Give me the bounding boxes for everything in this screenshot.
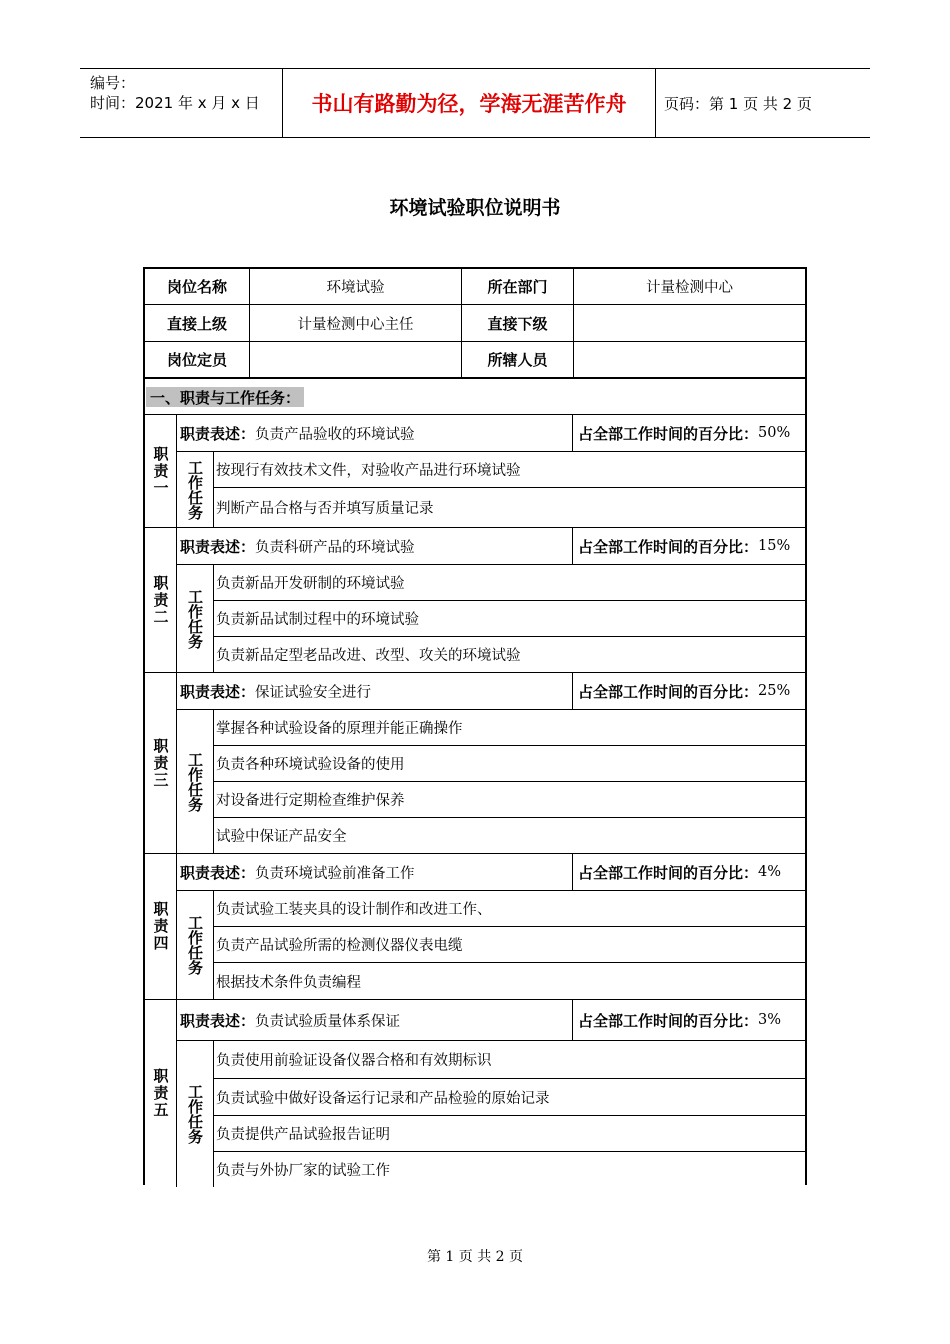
duty-3-label: 职责三 xyxy=(151,737,170,789)
duty-2-task-3: 负责新品定型老品改进、改型、攻关的环境试验 xyxy=(216,648,521,664)
page-number-label: 页码：第 1 页 共 2 页 xyxy=(664,94,812,113)
duty-5-task-label: 工作任务 xyxy=(186,1084,204,1144)
staff-value xyxy=(574,342,805,377)
duty-5-description: 职责表述： 负责试验质量体系保证 xyxy=(180,1011,401,1030)
header-meta xyxy=(80,69,282,137)
duty-4-task-label: 工作任务 xyxy=(186,915,204,975)
duty-4-task-1: 负责试验工装夹具的设计制作和改进工作、 xyxy=(216,902,492,918)
position-name-value: 环境试验 xyxy=(326,280,385,296)
duty-3-task-label: 工作任务 xyxy=(186,751,204,812)
duty-2-percent: 占全部工作时间的百分比： 15% xyxy=(578,537,791,556)
duty-3-task-4: 试验中保证产品安全 xyxy=(216,829,347,845)
supervisor-label: 直接上级 xyxy=(166,314,227,333)
duty-2-task-2: 负责新品试制过程中的环境试验 xyxy=(216,612,419,628)
duty-3-task-1: 掌握各种试验设备的原理并能正确操作 xyxy=(216,721,463,737)
duty-3-percent: 占全部工作时间的百分比： 25% xyxy=(578,682,791,701)
duty-2-label: 职责二 xyxy=(151,574,170,626)
duty-1-task-1: 按现行有效技术文件，对验收产品进行环境试验 xyxy=(216,463,521,479)
doc-number-label: 编号： xyxy=(90,74,136,92)
duty-4-percent: 占全部工作时间的百分比： 4% xyxy=(578,863,782,882)
duty-5-label: 职责五 xyxy=(151,1068,170,1119)
duty-3-description: 职责表述： 保证试验安全进行 xyxy=(180,682,372,701)
duty-5-task-2: 负责试验中做好设备运行记录和产品检验的原始记录 xyxy=(216,1090,550,1107)
duty-4-description: 职责表述： 负责环境试验前准备工作 xyxy=(180,863,415,882)
subordinate-value xyxy=(574,305,805,341)
section-duties-title: 一、职责与工作任务： xyxy=(146,387,304,407)
department-value: 计量检测中心 xyxy=(646,280,733,296)
duty-4-label: 职责四 xyxy=(151,901,170,952)
supervisor-value: 计量检测中心主任 xyxy=(297,316,414,333)
position-name-label: 岗位名称 xyxy=(166,278,227,296)
subordinate-label: 直接下级 xyxy=(487,314,548,333)
job-description-table xyxy=(143,267,807,1185)
duty-2-description: 职责表述： 负责科研产品的环境试验 xyxy=(180,537,415,556)
duty-1-label: 职责一 xyxy=(151,445,170,497)
duty-5-task-1: 负责使用前验证设备仪器合格和有效期标识 xyxy=(216,1053,492,1069)
department-label: 所在部门 xyxy=(487,278,548,296)
duty-3-task-3: 对设备进行定期检查维护保养 xyxy=(216,793,405,809)
duty-1-task-label: 工作任务 xyxy=(186,459,204,520)
headcount-value xyxy=(250,342,461,377)
duty-2-task-label: 工作任务 xyxy=(186,588,204,649)
duty-5-percent: 占全部工作时间的百分比： 3% xyxy=(578,1011,782,1030)
duty-1-description: 职责表述： 负责产品验收的环境试验 xyxy=(180,424,415,443)
duty-5-task-4: 负责与外协厂家的试验工作 xyxy=(216,1163,390,1179)
duty-2-task-1: 负责新品开发研制的环境试验 xyxy=(216,576,405,592)
header-motto: 书山有路勤为径，学海无涯苦作舟 xyxy=(282,69,656,137)
duty-4-task-2: 负责产品试验所需的检测仪器仪表电缆 xyxy=(216,938,463,954)
duty-4-task-3: 根据技术条件负责编程 xyxy=(216,974,361,991)
document-title: 环境试验职位说明书 xyxy=(389,197,561,219)
duty-5-task-3: 负责提供产品试验报告证明 xyxy=(216,1127,390,1143)
duty-1-percent: 占全部工作时间的百分比： 50% xyxy=(578,424,791,443)
date-label: 时间：2021 年 x 月 x 日 xyxy=(90,94,260,112)
page-footer: 第 1 页 共 2 页 xyxy=(426,1249,524,1265)
duty-3-task-2: 负责各种环境试验设备的使用 xyxy=(216,757,405,773)
page-header xyxy=(80,68,870,138)
staff-label: 所辖人员 xyxy=(487,351,548,369)
headcount-label: 岗位定员 xyxy=(166,351,227,369)
duty-1-task-2: 判断产品合格与否并填写质量记录 xyxy=(216,501,434,517)
